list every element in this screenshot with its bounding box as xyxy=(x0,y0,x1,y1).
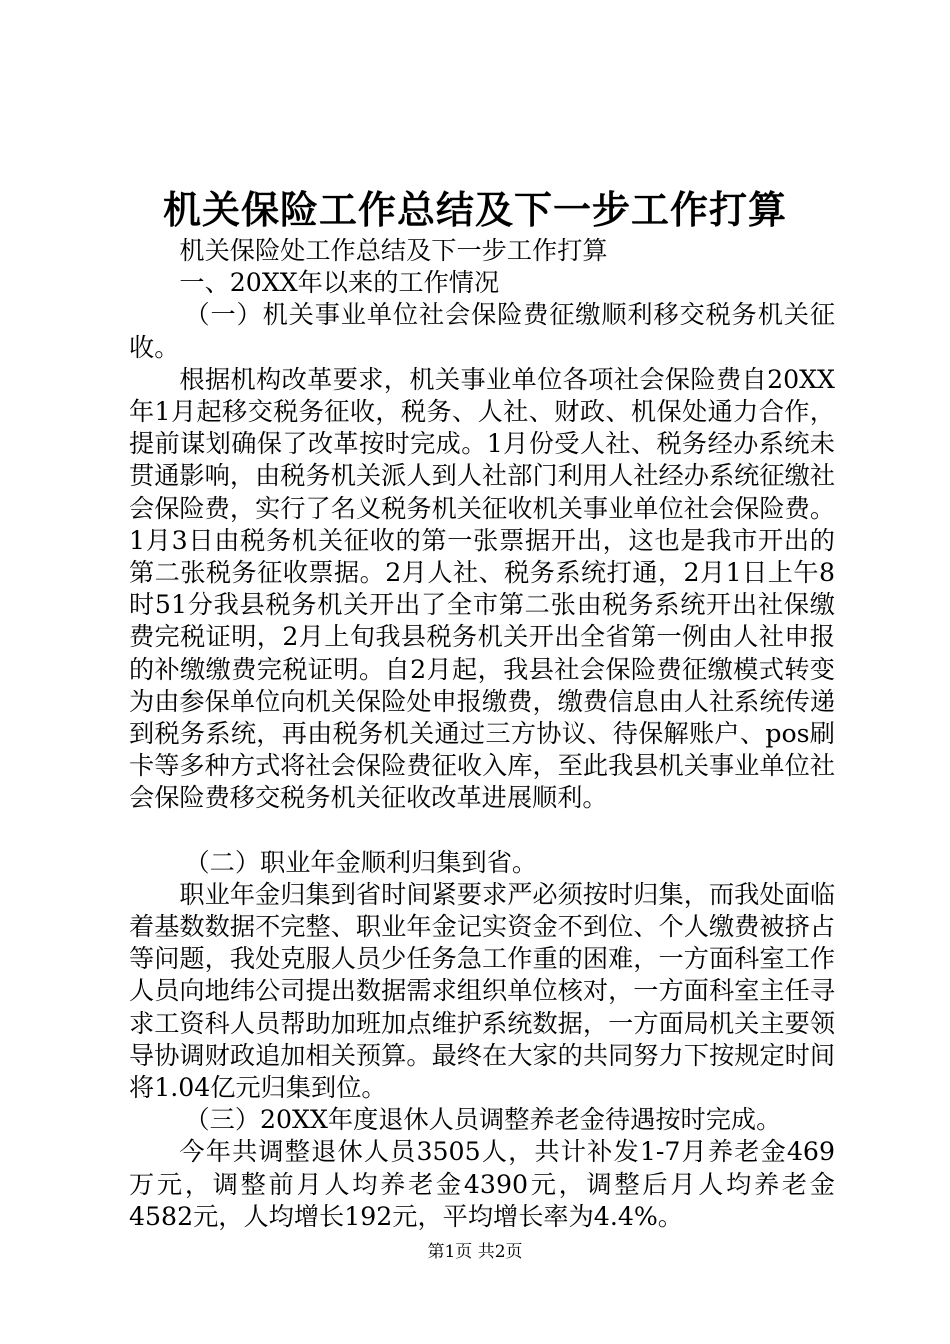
paragraph-section-heading: 一、20XX年以来的工作情况 xyxy=(179,268,500,298)
paragraph-subheading-2: （二）职业年金顺利归集到省。 xyxy=(184,847,538,877)
paragraph-body-1: 根据机构改革要求，机关事业单位各项社会保险费自20XX年1月起移交税务征收，税务、人社、财政、机保处通力合作，提前谋划确保了改革按时完成。1月份受人社、税务经办系统未贯通影响，由税务机关派人到人社部门利用人社经办系统征缴社会保险费，实行了名义税务机关征收机关事业单位社会保险费。1月3日由税务机关征收的第一张票据开出，这也是我市开出的第二张税务征收票据。2月人社、税务系统打通，2月1日上午8时51分我县税务机关开出了全市第二张由税务系统开出社保缴费完税证明，2月上旬我县税务机关开出全省第一例由人社申报的补缴缴费完税证明。自2月起，我县社会保险费征缴模式转变为由参保单位向机关保险处申报缴费，缴费信息由人社系统传递到税务系统，再由税务机关通过三方协议、待保解账户、pos刷卡等多种方式将社会保险费征收入库，至此我县机关事业单位社会保险费移交税务机关征收改革进展顺利。 xyxy=(129,364,835,813)
paragraph-subheading-1: （一）机关事业单位社会保险费征缴顺利移交税务机关征收。 xyxy=(129,300,835,362)
paragraph-body-3: 今年共调整退休人员3505人，共计补发1-7月养老金469万元，调整前月人均养老金4390元，调整后月人均养老金4582元，人均增长192元，平均增长率为4.4%。 xyxy=(129,1137,835,1231)
paragraph-subtitle: 机关保险处工作总结及下一步工作打算 xyxy=(179,236,608,265)
document-title: 机关保险工作总结及下一步工作打算 xyxy=(162,187,787,232)
page-number-footer: 第1页 共2页 xyxy=(427,1242,523,1262)
paragraph-body-2: 职业年金归集到省时间紧要求严必须按时归集，而我处面临着基数数据不完整、职业年金记实资金不到位、个人缴费被挤占等问题，我处克服人员少任务急工作重的困难，一方面科室工作人员向地纬公司提出数据需求组织单位核对，一方面科室主任寻求工资科人员帮助加班加点维护系统数据，一方面局机关主要领导协调财政追加相关预算。最终在大家的共同努力下按规定时间将1.04亿元归集到位。 xyxy=(129,879,835,1103)
paragraph-subheading-3: （三）20XX年度退休人员调整养老金待遇按时完成。 xyxy=(184,1105,782,1135)
document-body xyxy=(129,235,835,1233)
